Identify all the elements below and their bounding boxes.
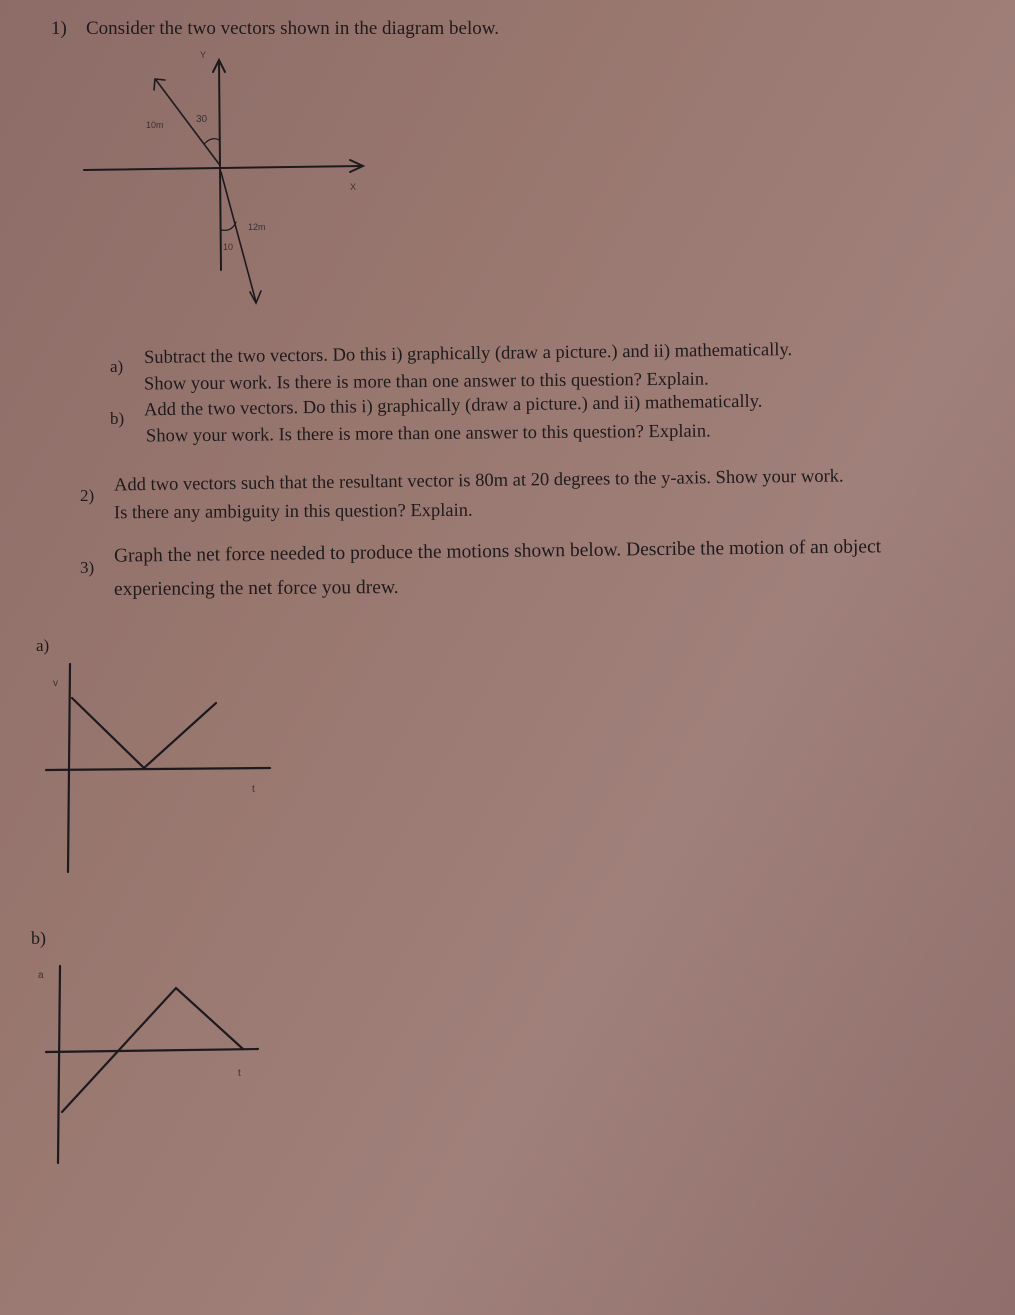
vector-b-line [221,172,256,302]
q1-part-a-label: a) [110,357,124,376]
vector-a-angle-label: 30 [196,114,208,125]
q1-part-a-line-2: Show your work. Is there is more than one answer to this question? Explain. [143,369,709,395]
question-2-number: 2) [80,486,95,505]
vector-b-length-label: 12m [248,222,266,232]
graph-b-y-axis [58,966,60,1163]
question-3-number: 3) [80,558,95,577]
question-3-line-2: experiencing the net force you drew. [113,577,399,600]
question-2-line-1: Add two vectors such that the resultant vector is 80m at 20 degrees to the y-axis. Show your work. [113,466,844,496]
graph-a-part-label: a) [36,636,50,655]
x-axis-line [84,166,362,170]
vector-b-arrowhead [250,291,261,303]
question-1-prompt: Consider the two vectors shown in the diagram below. [86,18,499,39]
question-2-line-2: Is there any ambiguity in this question? Explain. [113,500,473,524]
vector-a-line [156,80,219,164]
y-axis-line [219,62,221,270]
vector-a-length-label: 10m [146,120,164,130]
graph-a-velocity-curve [72,698,216,768]
graph-b-y-label: a [38,970,44,981]
graph-a-x-label: t [252,784,255,795]
q1-part-b-line-1: Add the two vectors. Do this i) graphically (draw a picture.) and ii) mathematically. [143,391,763,421]
vector-a-angle-arc [204,139,219,144]
graph-b-part-label: b) [31,928,46,948]
q1-part-a-line-1: Subtract the two vectors. Do this i) graphically (draw a picture.) and ii) mathematically. [143,340,793,368]
question-3-line-1: Graph the net force needed to produce the motions shown below. Describe the motion of an object [113,536,882,567]
vector-b-angle-arc [221,222,236,230]
vector-b-angle-label: 10 [223,242,234,252]
graph-b-x-axis [46,1049,258,1052]
graph-b-x-label: t [238,1068,241,1079]
y-axis-label: Y [200,50,207,60]
q1-part-b-line-2: Show your work. Is there is more than one answer to this question? Explain. [145,421,711,447]
graph-a-y-label: v [53,678,58,689]
graph-a-x-axis [46,768,270,770]
x-axis-label: X [350,182,357,192]
question-1-number: 1) [51,18,67,39]
graph-a-y-axis [68,664,70,872]
q1-part-b-label: b) [110,409,125,428]
